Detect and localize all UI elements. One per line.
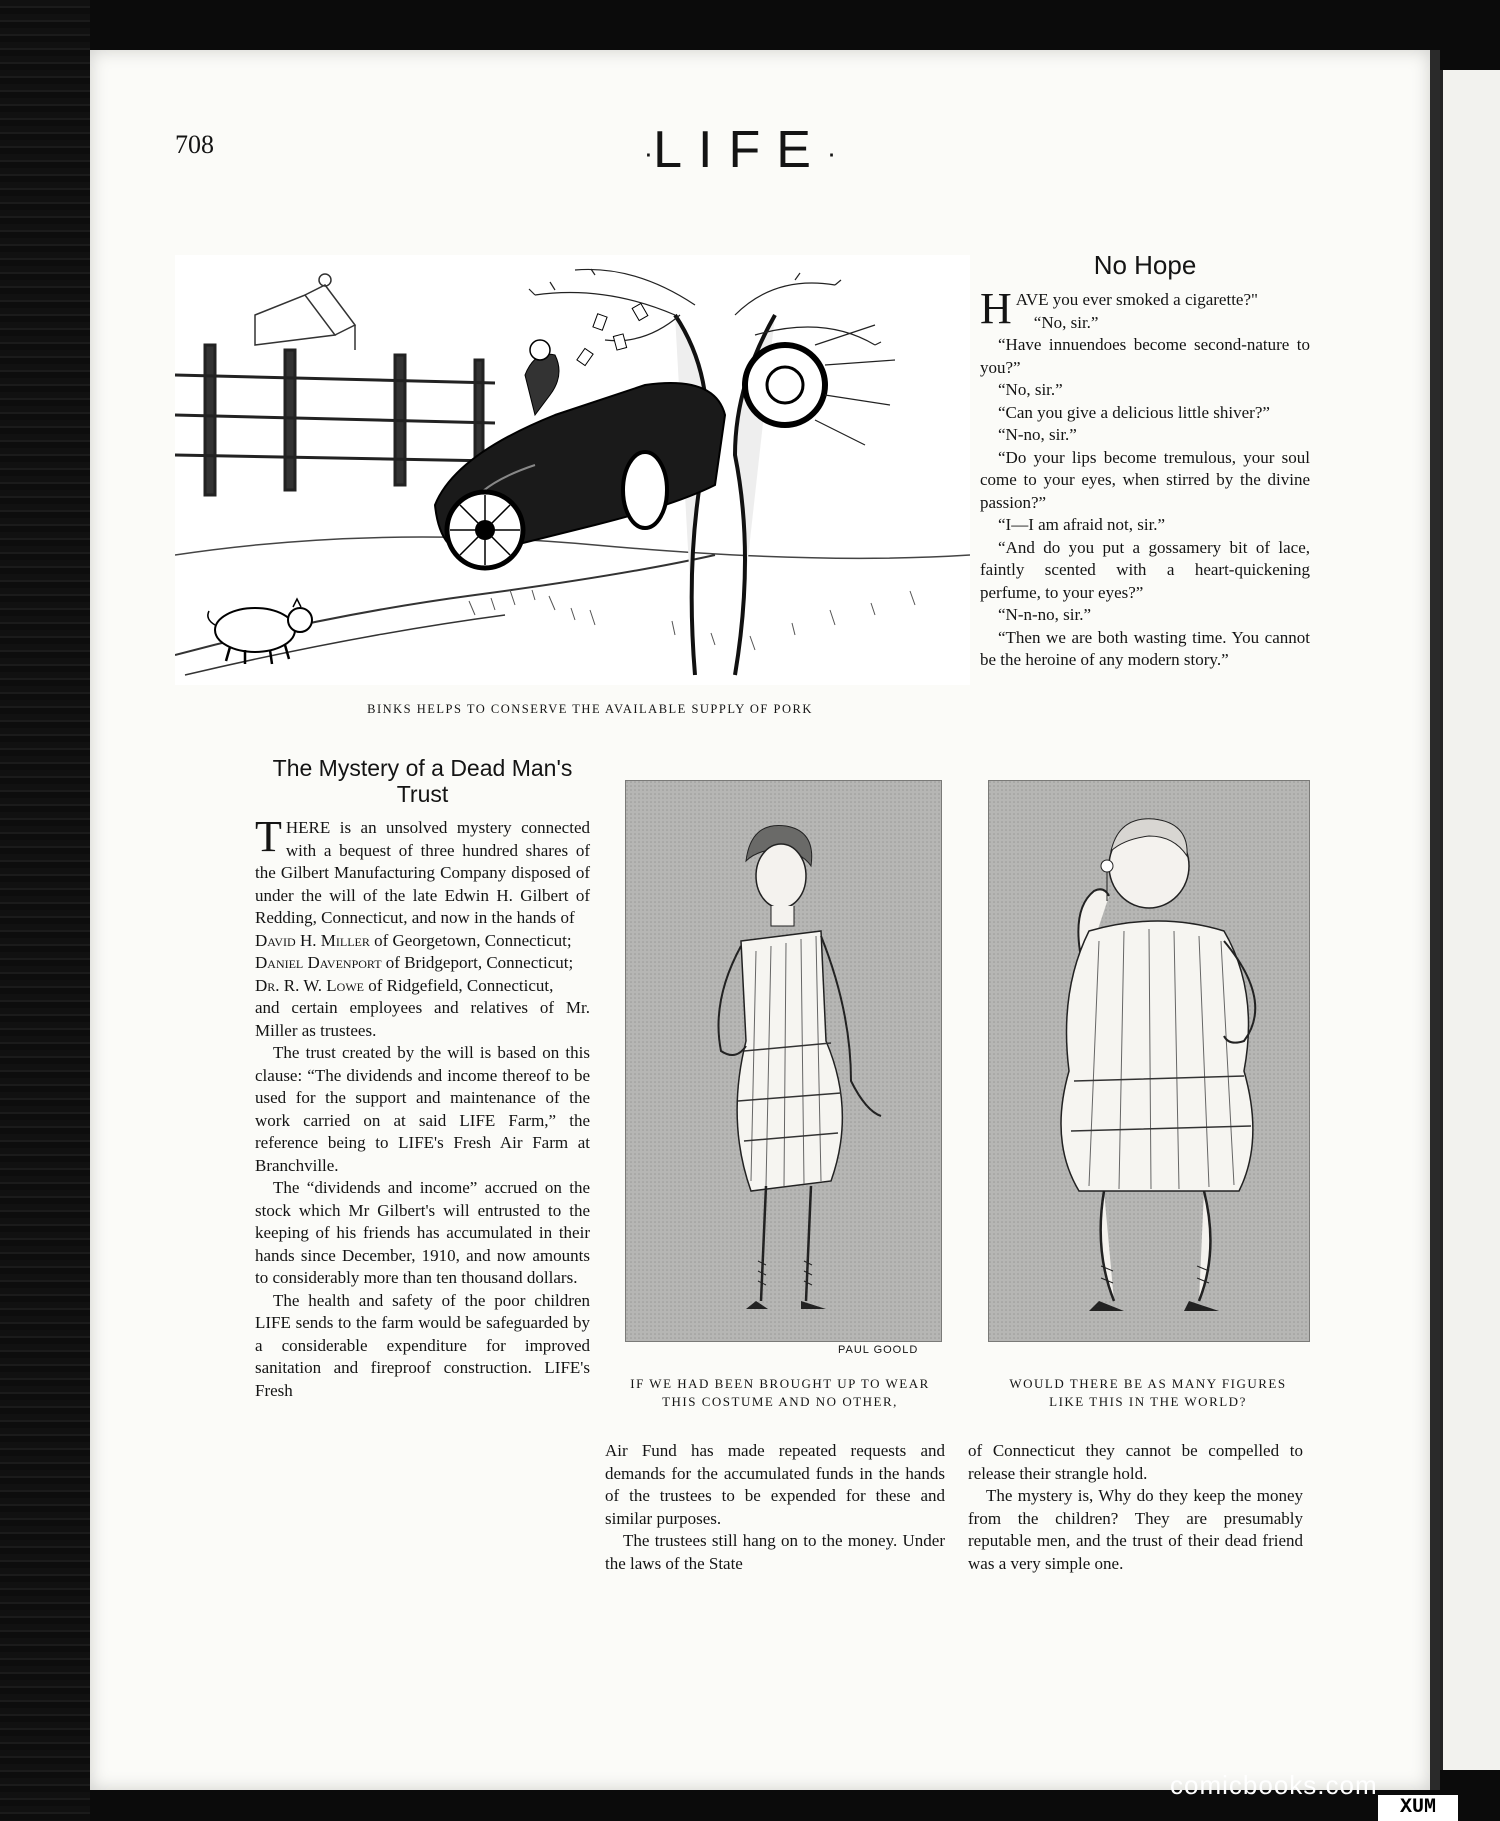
no-hope-line: “And do you put a gossamery bit of lace, faintly scented with a heart-quickening perfume, to your eyes?” [980, 537, 1310, 602]
next-page-strip [1440, 70, 1500, 1770]
mystery-dropcap: T [255, 812, 282, 861]
no-hope-dropcap: H [980, 284, 1012, 333]
costume-illustration-stout [988, 780, 1310, 1342]
scan-tag: XUM [1378, 1795, 1458, 1821]
trustee-name: Dr. R. W. Lowe [255, 975, 365, 995]
right-caption-line2: LIKE THIS IN THE WORLD? [1049, 1394, 1247, 1409]
right-plate-caption [968, 1375, 1328, 1411]
no-hope-article [980, 250, 1310, 672]
no-hope-line: “Do your lips become tremulous, your soul come to your eyes, when stirred by the divine passion?” [980, 447, 1310, 512]
mystery-intro: HERE is an unsolved mystery connected with a bequest of three hundred shares of the Gilbert Manufacturing Company disposed of under the will of the late Edwin H. Gilbert of Redding, Connecticut, and now in the hands of [255, 818, 590, 927]
car-crash-drawing [175, 255, 970, 685]
mystery-body-col1 [255, 812, 590, 1402]
slim-figure-drawing [626, 781, 941, 1341]
trustee-item [255, 952, 590, 975]
costume-illustration-slim [625, 780, 942, 1342]
trustee-place: of Bridgeport, Connecticut; [381, 953, 574, 972]
left-caption-line1: IF WE HAD BEEN BROUGHT UP TO WEAR [630, 1376, 930, 1391]
trustee-item [255, 975, 590, 998]
mystery-col2-para2: The trustees still hang on to the money. Under the laws of the State [605, 1531, 945, 1573]
no-hope-line: “N-no, sir.” [998, 425, 1077, 444]
masthead: ·LIFE· [643, 121, 837, 179]
mystery-body-col3 [968, 1440, 1303, 1575]
no-hope-line: “Have innuendoes become second-nature to you?” [980, 335, 1310, 377]
left-plate-caption [600, 1375, 960, 1411]
mystery-title-line2: Trust [396, 781, 449, 807]
mystery-after-trustees: and certain employees and relatives of Mr. Miller as trustees. [255, 998, 590, 1040]
trustee-name: Daniel Davenport [255, 953, 382, 972]
no-hope-line: “Can you give a delicious little shiver?” [998, 402, 1270, 422]
no-hope-line: “N-n-no, sir.” [998, 605, 1092, 624]
left-caption-line2: THIS COSTUME AND NO OTHER, [662, 1394, 898, 1409]
no-hope-title: No Hope [1093, 250, 1197, 280]
mystery-col2-para1: Air Fund has made repeated requests and demands for the accumulated funds in the hands of the trustees to be expended for these and similar purposes. [605, 1441, 945, 1528]
site-watermark: comicbooks.com [1170, 1770, 1378, 1800]
trustee-name: David H. Miller [255, 930, 370, 950]
car-crash-cartoon [175, 255, 970, 685]
trustee-place: of Ridgefield, Connecticut, [364, 975, 554, 995]
mystery-para4: The health and safety of the poor children LIFE sends to the farm would be safeguarded by a considerable expenditure for improved sanitation and fireproof construction. LIFE's Fresh [255, 1290, 590, 1400]
trustee-item [255, 930, 590, 953]
right-caption-line1: WOULD THERE BE AS MANY FIGURES [1009, 1376, 1287, 1391]
mystery-col3-para2: The mystery is, Why do they keep the money from the children? They are presumably reputable men, and the trust of their dead friend was a very simple one. [968, 1486, 1303, 1573]
mystery-col3-para1: of Connecticut they cannot be compelled to release their strangle hold. [968, 1441, 1303, 1483]
trustee-place: of Georgetown, Connecticut; [369, 930, 572, 950]
page-number: 708 [175, 130, 214, 159]
cartoon-caption: BINKS HELPS TO CONSERVE THE AVAILABLE SUPPLY OF PORK [367, 702, 813, 716]
mystery-body-col2 [605, 1440, 945, 1575]
no-hope-body [980, 284, 1310, 672]
no-hope-first-line: AVE you ever smoked a cigarette?" [1015, 290, 1258, 309]
no-hope-line: “Then we are both wasting time. You cannot be the heroine of any modern story.” [980, 627, 1310, 669]
mystery-para2: The trust created by the will is based on this clause: “The dividends and income thereof to be used for the support and maintenance of the work carried on at said LIFE Farm,” the reference being to LIFE's Fresh Air Farm at Branchville. [255, 1043, 590, 1175]
mystery-title [255, 755, 590, 807]
stout-figure-drawing [989, 781, 1309, 1341]
no-hope-line: “I—I am afraid not, sir.” [998, 515, 1166, 534]
no-hope-line: “No, sir.” [998, 380, 1063, 399]
scan-edge [0, 0, 90, 1821]
mystery-para3: The “dividends and income” accrued on the stock which Mr Gilbert's will entrusted to the keeping of his friends has accumulated in their hands since December, 1910, and now amounts to considerably more than ten thousand dollars. [255, 1178, 590, 1287]
masthead-title: LIFE [653, 121, 827, 179]
no-hope-line: “No, sir.” [1033, 312, 1099, 332]
page-spine [1430, 50, 1440, 1790]
plate-signature: PAUL GOOLD [838, 1344, 919, 1356]
mystery-article [255, 755, 590, 1402]
mystery-title-line1: The Mystery of a Dead Man's [272, 755, 573, 781]
